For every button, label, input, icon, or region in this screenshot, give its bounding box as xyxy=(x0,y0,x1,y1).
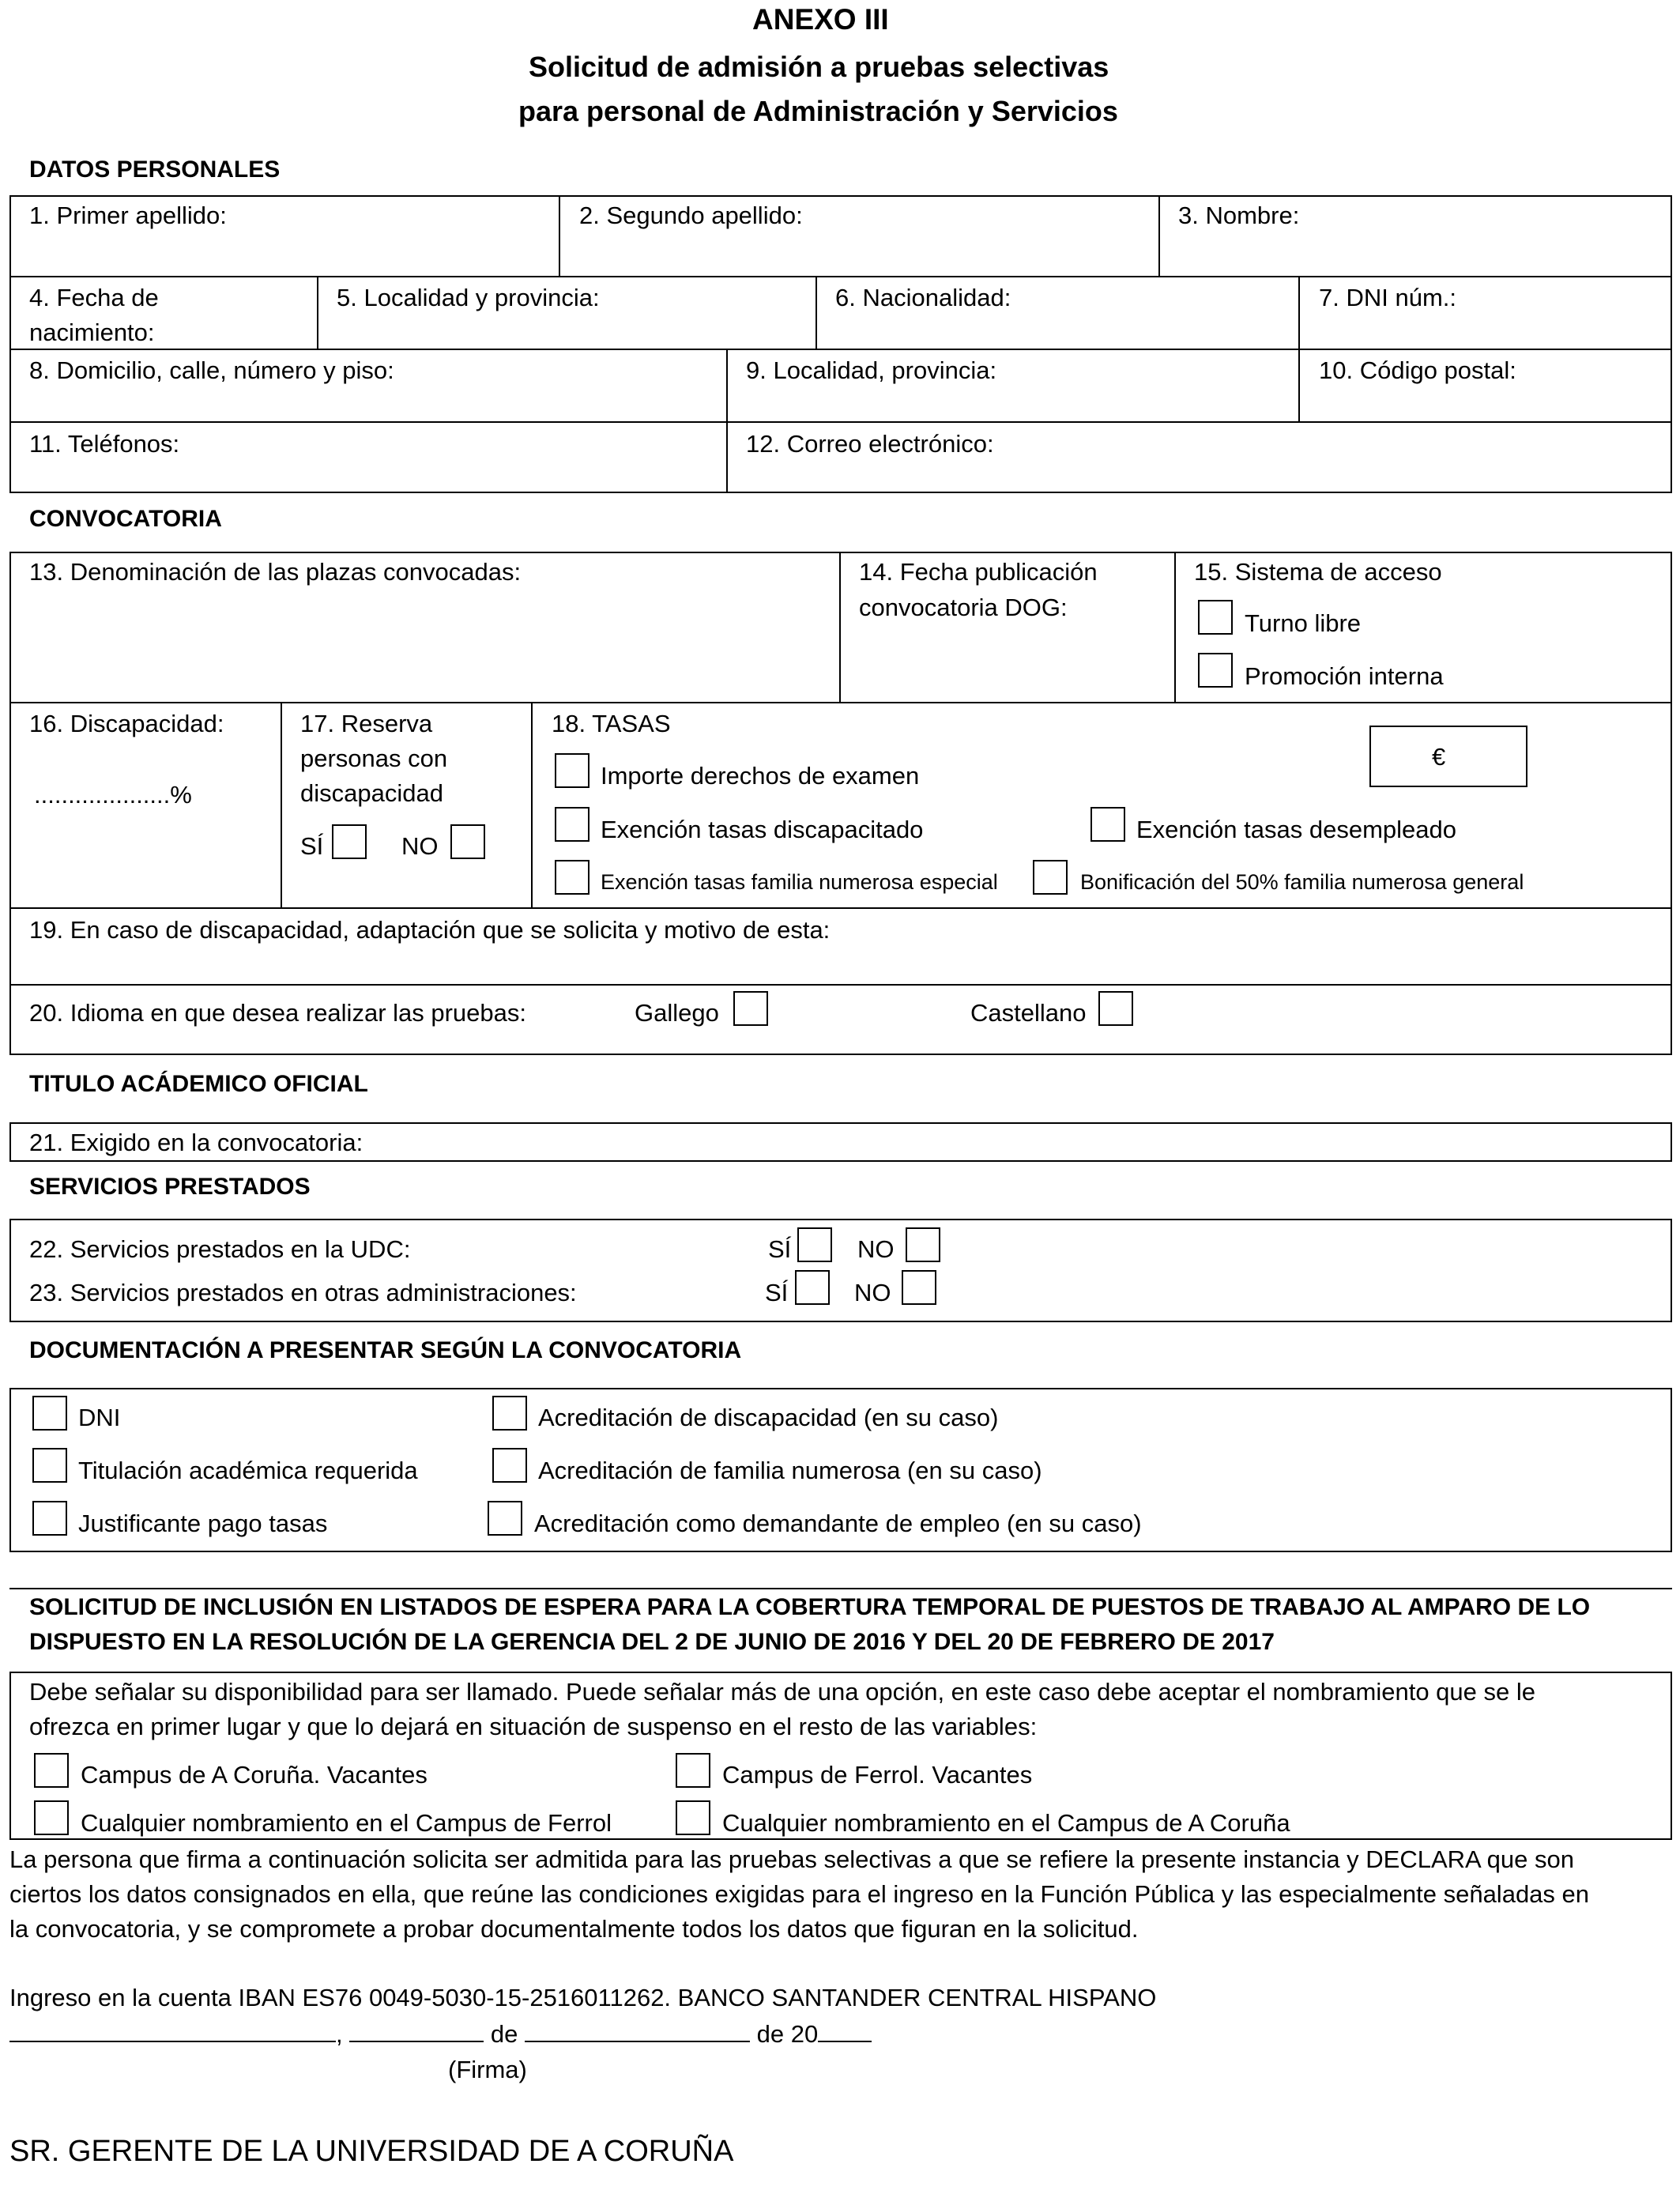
checkbox-doc-job-seeker[interactable] xyxy=(488,1501,522,1536)
year-blank[interactable] xyxy=(818,2020,872,2042)
checkbox-doc-dni[interactable] xyxy=(32,1396,67,1431)
section-waitlist-line2: DISPUESTO EN LA RESOLUCIÓN DE LA GERENCIA DEL 2 DE JUNIO DE 2016 Y DEL 20 DE FEBRERO DE 2017 xyxy=(29,1629,1275,1655)
checkbox-fee-large-family-general[interactable] xyxy=(1033,860,1068,895)
label-waitlist-ferrol-vacancies: Campus de Ferrol. Vacantes xyxy=(722,1761,1033,1789)
field-required-degree[interactable]: 21. Exigido en la convocatoria: xyxy=(29,1129,363,1156)
label-udc-no: NO xyxy=(857,1235,895,1263)
field-second-surname[interactable]: 2. Segundo apellido: xyxy=(579,202,803,229)
label-doc-large-family: Acreditación de familia numerosa (en su caso) xyxy=(538,1457,1042,1484)
field-address[interactable]: 8. Domicilio, calle, número y piso: xyxy=(29,356,394,384)
iban-info: Ingreso en la cuenta IBAN ES76 0049-5030-15-2516011262. BANCO SANTANDER CENTRAL HISPANO xyxy=(9,1984,1157,2011)
section-services: SERVICIOS PRESTADOS xyxy=(29,1174,311,1200)
signature-label: (Firma) xyxy=(448,2056,527,2083)
label-de-1: de xyxy=(490,2020,518,2048)
label-doc-dni: DNI xyxy=(78,1404,121,1431)
label-doc-degree: Titulación académica requerida xyxy=(78,1457,418,1484)
field-birth-date-line2[interactable]: nacimiento: xyxy=(29,319,155,346)
annex-title: ANEXO III xyxy=(752,3,889,36)
field-postal-code[interactable]: 10. Código postal: xyxy=(1319,356,1516,384)
form-title-line2: para personal de Administración y Servicios xyxy=(518,95,1118,127)
field-access-system: 15. Sistema de acceso xyxy=(1194,558,1442,586)
field-city-province[interactable]: 9. Localidad, provincia: xyxy=(746,356,997,384)
label-reserve-no: NO xyxy=(401,832,439,860)
declaration-line3: la convocatoria, y se compromete a probar documentalmente todos los datos que figuran en la solicitud. xyxy=(9,1915,1139,1943)
checkbox-udc-no[interactable] xyxy=(906,1227,940,1262)
label-fee-large-family-general: Bonificación del 50% familia numerosa general xyxy=(1080,870,1524,894)
label-doc-disability: Acreditación de discapacidad (en su caso) xyxy=(538,1404,999,1431)
services-table xyxy=(9,1219,1672,1322)
label-other-yes: SÍ xyxy=(765,1279,789,1306)
field-fees: 18. TASAS xyxy=(552,710,671,737)
label-other-no: NO xyxy=(854,1279,891,1306)
section-documents: DOCUMENTACIÓN A PRESENTAR SEGÚN LA CONVOCATORIA xyxy=(29,1337,742,1363)
form-title-line1: Solicitud de admisión a pruebas selectivas xyxy=(529,51,1109,83)
field-birth-date-line1[interactable]: 4. Fecha de xyxy=(29,284,159,311)
checkbox-doc-disability[interactable] xyxy=(492,1396,527,1431)
waitlist-intro-line1: Debe señalar su disponibilidad para ser llamado. Puede señalar más de una opción, en este caso debe aceptar el nombramiento que se le xyxy=(29,1678,1535,1706)
checkbox-waitlist-ferrol-vacancies[interactable] xyxy=(676,1753,710,1788)
field-reserve-line1: 17. Reserva xyxy=(300,710,433,737)
section-call: CONVOCATORIA xyxy=(29,506,222,532)
checkbox-fee-unemployed[interactable] xyxy=(1090,807,1125,842)
label-fee-disability: Exención tasas discapacitado xyxy=(601,816,924,843)
place-blank[interactable] xyxy=(9,2020,336,2042)
checkbox-doc-large-family[interactable] xyxy=(492,1448,527,1483)
label-de-2: de 20 xyxy=(756,2020,819,2048)
section-degree: TITULO ACÁDEMICO OFICIAL xyxy=(29,1071,368,1097)
field-name[interactable]: 3. Nombre: xyxy=(1178,202,1300,229)
checkbox-doc-degree[interactable] xyxy=(32,1448,67,1483)
section-personal-data: DATOS PERSONALES xyxy=(29,156,281,183)
waitlist-intro-line2: ofrezca en primer lugar y que lo dejará en situación de suspenso en el resto de las variables: xyxy=(29,1713,1038,1740)
field-disability-percent[interactable]: ....................% xyxy=(34,781,192,809)
label-fee-exam: Importe derechos de examen xyxy=(601,762,920,790)
checkbox-lang-spanish[interactable] xyxy=(1098,991,1133,1026)
field-email[interactable]: 12. Correo electrónico: xyxy=(746,430,994,458)
field-services-other: 23. Servicios prestados en otras administraciones: xyxy=(29,1279,577,1306)
field-publication-date-line1[interactable]: 14. Fecha publicación xyxy=(859,558,1098,586)
field-first-surname[interactable]: 1. Primer apellido: xyxy=(29,202,227,229)
label-waitlist-ferrol-any: Cualquier nombramiento en el Campus de Ferrol xyxy=(81,1809,612,1837)
divider xyxy=(9,1588,1672,1589)
checkbox-waitlist-coruna-any[interactable] xyxy=(676,1800,710,1835)
field-publication-date-line2[interactable]: convocatoria DOG: xyxy=(859,594,1068,621)
day-blank[interactable] xyxy=(349,2020,484,2042)
euro-symbol: € xyxy=(1432,743,1446,771)
field-positions[interactable]: 13. Denominación de las plazas convocadas: xyxy=(29,558,522,586)
checkbox-other-yes[interactable] xyxy=(795,1270,830,1305)
label-waitlist-coruna-any: Cualquier nombramiento en el Campus de A Coruña xyxy=(722,1809,1290,1837)
field-adaptation[interactable]: 19. En caso de discapacidad, adaptación que se solicita y motivo de esta: xyxy=(29,916,831,944)
label-promocion-interna: Promoción interna xyxy=(1245,662,1444,690)
checkbox-waitlist-coruna-vacancies[interactable] xyxy=(34,1753,69,1788)
signature-date-line xyxy=(9,2020,872,2046)
checkbox-reserve-no[interactable] xyxy=(450,824,485,859)
checkbox-reserve-yes[interactable] xyxy=(332,824,367,859)
section-waitlist-line1: SOLICITUD DE INCLUSIÓN EN LISTADOS DE ESPERA PARA LA COBERTURA TEMPORAL DE PUESTOS DE TRABAJO AL AMPARO DE LO xyxy=(29,1594,1591,1620)
label-doc-job-seeker: Acreditación como demandante de empleo (en su caso) xyxy=(534,1510,1142,1537)
checkbox-udc-yes[interactable] xyxy=(797,1227,832,1262)
comma: , xyxy=(336,2020,343,2048)
month-blank[interactable] xyxy=(525,2020,750,2042)
checkbox-waitlist-ferrol-any[interactable] xyxy=(34,1800,69,1835)
field-reserve-line3: discapacidad xyxy=(300,779,443,807)
field-birth-place[interactable]: 5. Localidad y provincia: xyxy=(337,284,600,311)
field-reserve-line2: personas con xyxy=(300,745,448,772)
label-fee-large-family-special: Exención tasas familia numerosa especial xyxy=(601,870,998,894)
label-turno-libre: Turno libre xyxy=(1245,609,1362,637)
field-dni[interactable]: 7. DNI núm.: xyxy=(1319,284,1456,311)
label-lang-galician: Gallego xyxy=(635,999,719,1027)
checkbox-lang-galician[interactable] xyxy=(733,991,768,1026)
fee-amount-input[interactable] xyxy=(1369,726,1527,787)
label-waitlist-coruna-vacancies: Campus de A Coruña. Vacantes xyxy=(81,1761,428,1789)
declaration-line1: La persona que firma a continuación solicita ser admitida para las pruebas selectivas a que se refiere la presente instancia y DECLARA que son xyxy=(9,1845,1574,1873)
field-phones[interactable]: 11. Teléfonos: xyxy=(29,430,180,458)
checkbox-fee-large-family-special[interactable] xyxy=(555,860,590,895)
label-lang-spanish: Castellano xyxy=(970,999,1087,1027)
call-table xyxy=(9,552,1672,1055)
label-reserve-yes: SÍ xyxy=(300,832,324,860)
field-nationality[interactable]: 6. Nacionalidad: xyxy=(835,284,1011,311)
label-udc-yes: SÍ xyxy=(768,1235,792,1263)
checkbox-doc-fee-receipt[interactable] xyxy=(32,1501,67,1536)
field-disability: 16. Discapacidad: xyxy=(29,710,224,737)
label-fee-unemployed: Exención tasas desempleado xyxy=(1136,816,1456,843)
label-doc-fee-receipt: Justificante pago tasas xyxy=(78,1510,328,1537)
field-services-udc: 22. Servicios prestados en la UDC: xyxy=(29,1235,411,1263)
checkbox-other-no[interactable] xyxy=(902,1270,936,1305)
checkbox-turno-libre[interactable] xyxy=(1198,600,1233,635)
addressee: SR. GERENTE DE LA UNIVERSIDAD DE A CORUÑA xyxy=(9,2135,734,2168)
checkbox-promocion-interna[interactable] xyxy=(1198,653,1233,688)
checkbox-fee-disability[interactable] xyxy=(555,807,590,842)
field-language: 20. Idioma en que desea realizar las pruebas: xyxy=(29,999,527,1027)
declaration-line2: ciertos los datos consignados en ella, que reúne las condiciones exigidas para el ingreso en la Función Pública y las especialmente señaladas en xyxy=(9,1880,1590,1908)
checkbox-fee-exam[interactable] xyxy=(555,753,590,788)
